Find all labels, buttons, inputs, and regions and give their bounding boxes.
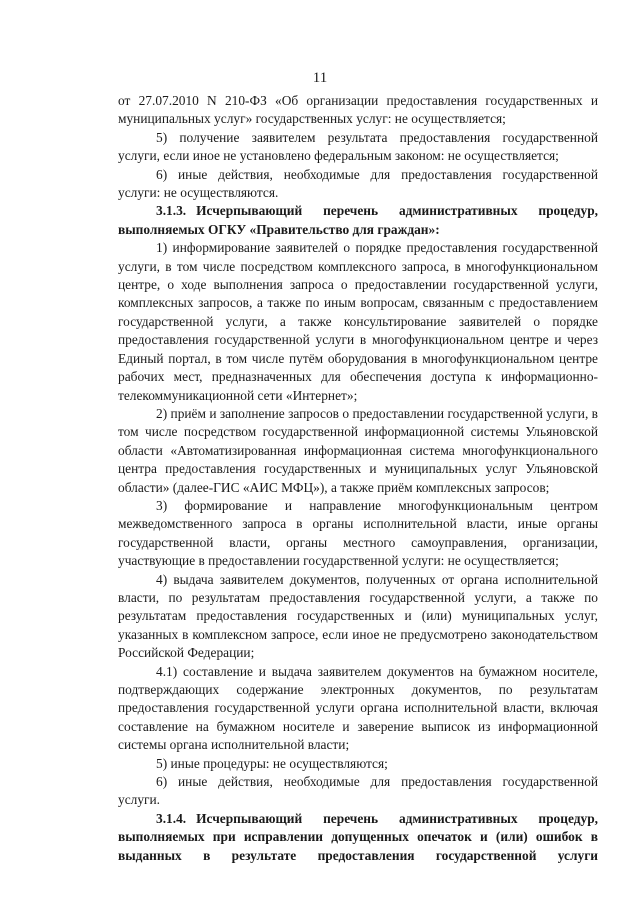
list-item: 1) информирование заявителей о порядке предоставления государственной услуги, в том числе посредством комплексного запроса, в многофункциональном центре, о ходе выполнения запроса о предоставлении государственной услуги, комплексных запросов, а также по иным вопросам, связанным с предоставлением государственной услуги, а также консультирование заявителей о порядке предоставления государственной услуги в многофункциональном центре и через Единый портал, в том числе путём оборудования в многофункциональном центре рабочих мест, предназначенных для обеспечения доступа к информационно-телекоммуникационной сети «Интернет»;	[118, 240, 598, 403]
paragraph: от 27.07.2010 N 210-ФЗ «Об организации предоставления государственных и муниципальных услуг» государственных услуг: не осуществляется;	[118, 93, 598, 127]
list-item: 2) приём и заполнение запросов о предоставлении государственной услуги, в том числе посредством государственной информационной системы Ульяновской области «Автоматизированная информационная система многофункционального центра предоставления государственных и муниципальных услуг Ульяновской области» (далее-ГИС «АИС МФЦ»), а также приём комплексных запросов;	[118, 405, 598, 495]
document-body	[118, 92, 598, 865]
list-item: 6) иные действия, необходимые для предоставления государственной услуги.	[118, 774, 598, 808]
section-heading	[118, 202, 598, 239]
page-number: 11	[312, 70, 328, 86]
list-item: 5) получение заявителем результата предоставления государственной услуги, если иное не установлено федеральным законом: не осуществляется;	[118, 129, 598, 164]
list-item: 5) иные процедуры: не осуществляются;	[156, 755, 388, 771]
section-title: Исчерпывающий перечень административных процедур, выполняемых ОГКУ «Правительство для граждан»:	[118, 203, 598, 237]
section-heading	[118, 810, 598, 865]
section-title: Исчерпывающий перечень административных процедур, выполняемых при исправлении допущенных опечаток и (или) ошибок в выданных в результате предоставления государственной услуги	[118, 810, 598, 863]
list-item: 4.1) составление и выдача заявителем документов на бумажном носителе, подтверждающих содержание электронных документов, по результатам предоставления государственной услуги органа исполнительной власти, включая составление на бумажном носителе и заверение выписок из информационной системы органа исполнительной власти;	[118, 663, 598, 753]
list-item: 3) формирование и направление многофункциональным центром межведомственного запроса в органы исполнительной власти, иные органы государственной власти, органы местного самоуправления, организации, участвующие в предоставлении государственной услуги: не осуществляется;	[118, 497, 598, 569]
list-item: 4) выдача заявителем документов, полученных от органа исполнительной власти, по результатам предоставления государственной услуги, а также по результатам предоставления государственных и (или) муниципальных услуг, указанных в комплексном запросе, если иное не предусмотрено законодательством Российской Федерации;	[118, 571, 598, 661]
section-number: 3.1.3.	[156, 203, 187, 219]
list-item: 6) иные действия, необходимые для предоставления государственной услуги: не осуществляются.	[118, 166, 598, 201]
section-number: 3.1.4.	[156, 810, 187, 826]
